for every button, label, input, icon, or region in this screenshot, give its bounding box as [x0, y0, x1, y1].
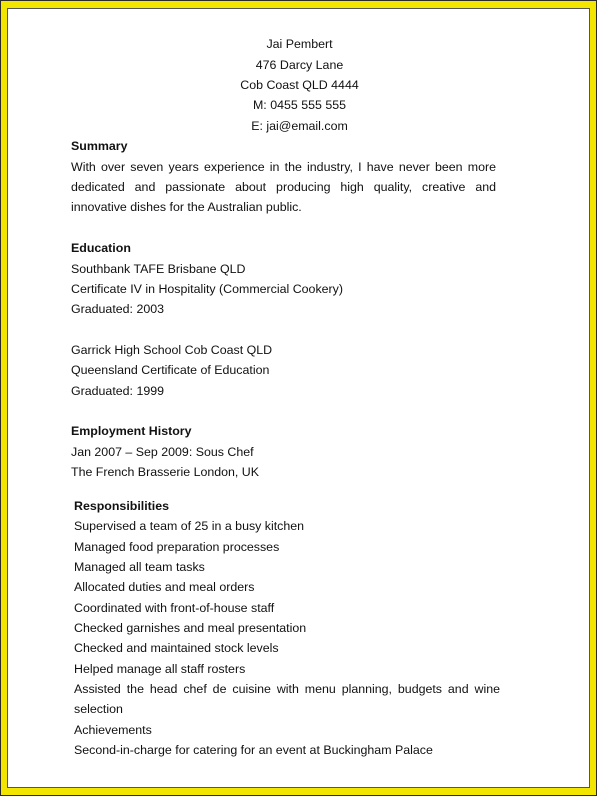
employment-employer: The French Brasserie London, UK — [71, 465, 260, 479]
address-line-1: 476 Darcy Lane — [255, 58, 344, 72]
phone-number: M: 0455 555 555 — [252, 98, 346, 112]
responsibility-item: Checked garnishes and meal presentation — [74, 621, 307, 635]
education-institution: Southbank TAFE Brisbane QLD — [71, 262, 246, 276]
education-graduated: Graduated: 2003 — [71, 302, 165, 316]
employment-role: Jan 2007 – Sep 2009: Sous Chef — [71, 445, 254, 459]
responsibility-item: Allocated duties and meal orders — [74, 580, 255, 594]
education-institution: Garrick High School Cob Coast QLD — [71, 343, 273, 357]
responsibility-item: Supervised a team of 25 in a busy kitchen — [74, 519, 305, 533]
employment-heading: Employment History — [71, 424, 192, 438]
address-line-2: Cob Coast QLD 4444 — [240, 78, 359, 92]
summary-text: With over seven years experience in the industry, I have never been more dedicated and passionate about producing high quality, creative and innovative dishes for the Australian public. — [71, 160, 496, 214]
education-qualification: Queensland Certificate of Education — [71, 363, 270, 377]
email-address: E: jai@email.com — [251, 119, 348, 133]
summary-heading: Summary — [71, 139, 128, 153]
responsibility-item: Coordinated with front-of-house staff — [74, 601, 275, 615]
education-graduated: Graduated: 1999 — [71, 384, 165, 398]
achievement-item: Second-in-charge for catering for an event at Buckingham Palace — [74, 743, 433, 757]
education-qualification: Certificate IV in Hospitality (Commercial Cookery) — [71, 282, 343, 296]
responsibilities-heading: Responsibilities — [74, 499, 170, 513]
responsibility-item: Helped manage all staff rosters — [74, 662, 246, 676]
resume-page — [7, 8, 590, 788]
responsibility-item: Managed all team tasks — [74, 560, 205, 574]
achievements-heading: Achievements — [74, 723, 152, 737]
candidate-name: Jai Pembert — [266, 37, 333, 51]
responsibility-item: Assisted the head chef de cuisine with menu planning, budgets and wine selection — [74, 682, 500, 716]
responsibility-item: Managed food preparation processes — [74, 540, 280, 554]
education-heading: Education — [71, 241, 131, 255]
responsibility-item: Checked and maintained stock levels — [74, 641, 279, 655]
